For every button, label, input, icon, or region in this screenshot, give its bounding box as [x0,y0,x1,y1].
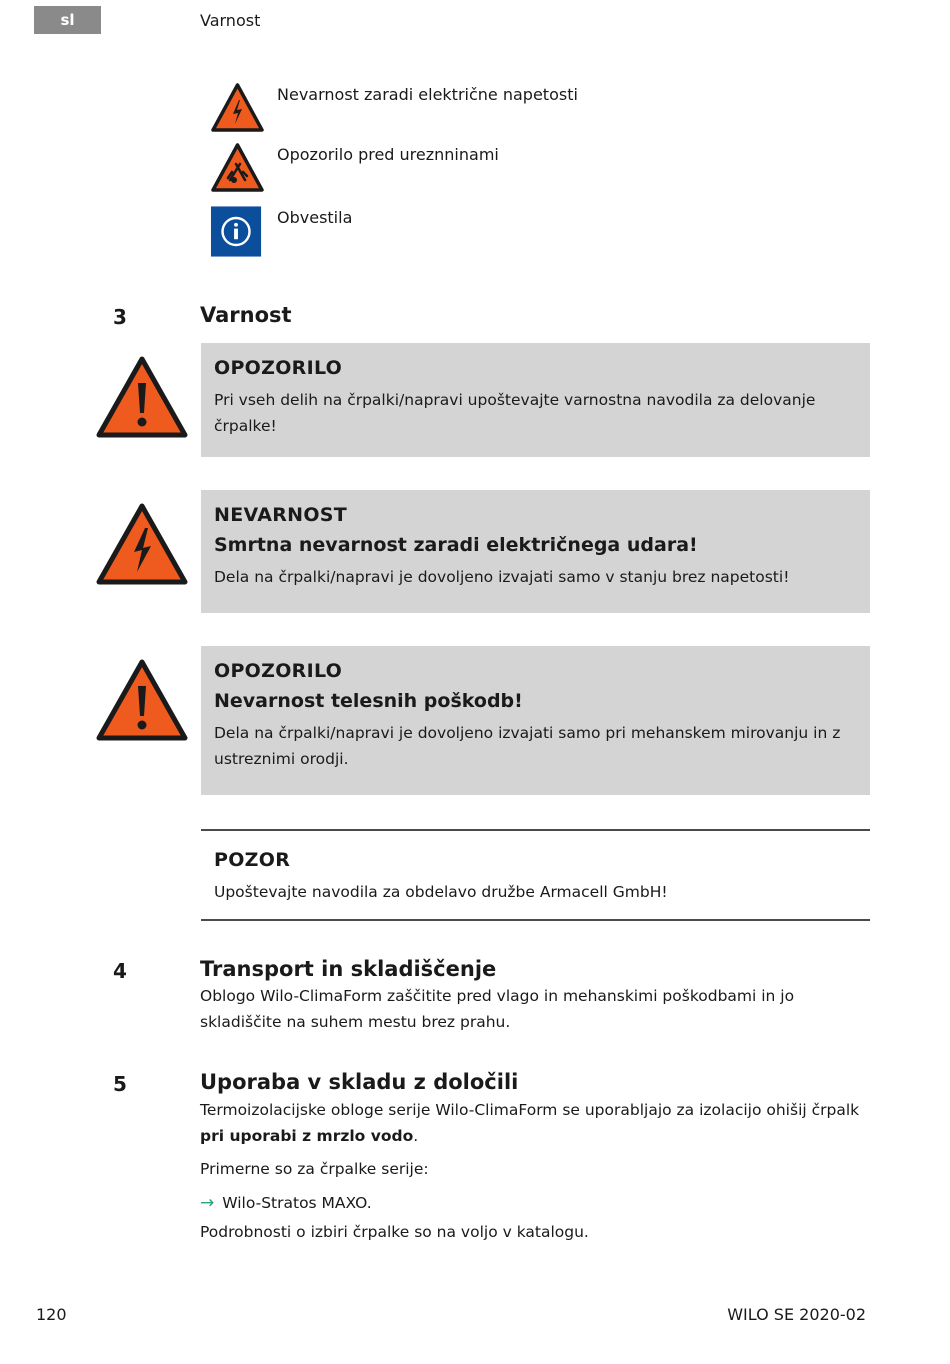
cut-hazard-icon [210,142,265,194]
list-item-label: Wilo-Stratos MAXO. [222,1194,372,1212]
legend-label: Opozorilo pred ureznninami [277,145,499,164]
notice-body: Dela na črpalki/napravi je dovoljeno izvajati samo v stanju brez napetosti! [214,568,790,586]
caution-heading: POZOR [214,849,291,871]
section-body [200,1097,872,1149]
section-number: 3 [113,305,127,329]
publisher-info: WILO SE 2020-02 [727,1305,866,1324]
legend-label: Obvestila [277,208,353,227]
list-item [200,1190,872,1216]
warning-icon [95,658,189,742]
page-number: 120 [36,1305,67,1324]
caution-notice [201,829,870,921]
body-text: . [413,1127,419,1145]
section-intro: Primerne so za črpalke serije: [200,1160,429,1178]
electric-hazard-icon [95,502,189,586]
section-title: Uporaba v skladu z določili [200,1070,519,1094]
notice-subheading: Nevarnost telesnih poškodb! [214,690,523,712]
notice-body: Pri vseh delih na črpalki/napravi upoštevajte varnostna navodila za delovanje črpalke! [214,391,816,435]
caution-body: Upoštevajte navodila za obdelavo družbe Armacell GmbH! [214,883,668,901]
body-text: Termoizolacijske obloge serije Wilo-ClimaForm se uporabljajo za izolacijo ohišij črpalk [200,1101,860,1119]
notice-heading: OPOZORILO [214,660,343,682]
running-header-title: Varnost [200,11,261,30]
electric-hazard-icon [210,82,265,134]
language-tab: sl [34,6,101,34]
section-number: 4 [113,959,127,983]
legend-label: Nevarnost zaradi električne napetosti [277,85,578,104]
notice-heading: NEVARNOST [214,504,348,526]
warning-notice [201,343,870,457]
warning-icon [95,355,189,439]
arrow-right-icon: → [200,1193,215,1213]
warning-notice [201,646,870,795]
info-icon [210,205,263,258]
body-emphasis: pri uporabi z mrzlo vodo [200,1127,414,1145]
section-outro: Podrobnosti o izbiri črpalke so na voljo v katalogu. [200,1223,589,1241]
notice-subheading: Smrtna nevarnost zaradi električnega udara! [214,534,698,556]
section-number: 5 [113,1072,127,1096]
section-body: Oblogo Wilo-ClimaForm zaščitite pred vlago in mehanskimi poškodbami in jo skladiščite na suhem mestu brez prahu. [200,987,795,1031]
section-title: Transport in skladiščenje [200,957,497,981]
notice-body: Dela na črpalki/napravi je dovoljeno izvajati samo pri mehanskem mirovanju in z ustreznimi orodji. [214,724,841,768]
section-title: Varnost [200,303,292,327]
danger-notice [201,490,870,613]
notice-heading: OPOZORILO [214,357,343,379]
